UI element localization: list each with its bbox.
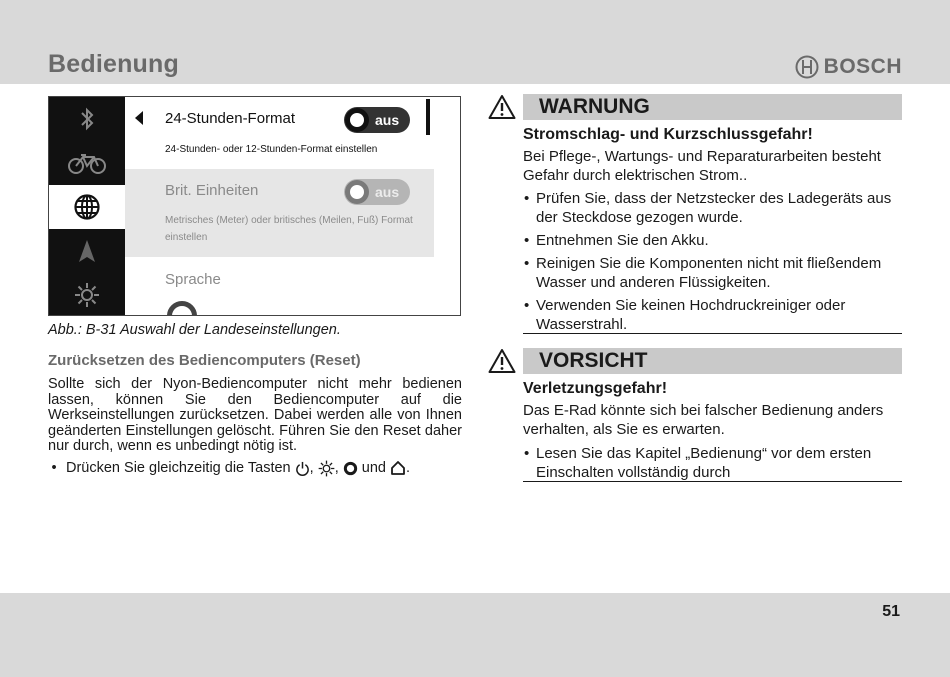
instruction-text (66, 458, 410, 478)
setting-title: Sprache (165, 271, 221, 288)
footer-band (0, 593, 950, 677)
partial-toggle[interactable] (167, 301, 197, 316)
caution-title: Verletzungsgefahr! (523, 380, 668, 397)
device-screenshot (48, 96, 461, 316)
toggle-24h[interactable] (344, 107, 410, 133)
section-heading: Zurücksetzen des Bediencomputers (Reset) (48, 352, 361, 369)
home-icon (390, 460, 406, 476)
list-item: • Reinigen Sie die Komponenten nicht mit fließendem Wasser und anderen Flüssigkeiten. (524, 255, 882, 291)
setting-description: Metrisches (Meter) oder britisches (Meilen, Fuß) Format einstellen (165, 215, 413, 243)
navigation-icon (77, 238, 97, 264)
body-paragraph: Sollte sich der Nyon-Bediencomputer nicht mehr bedienen lassen, können Sie den Bediencomputer auf die Werkseinstellungen zurücksetzen. Dabei werden alle von Ihnen geänderten Einstellungen gelöscht. Führen Sie den Reset daher nur durch, wenn es unbedingt nötig ist. (48, 376, 462, 455)
sidebar-item-bluetooth[interactable] (49, 97, 125, 141)
device-settings-list (125, 97, 460, 315)
brightness-icon (74, 282, 100, 308)
list-item: • Lesen Sie das Kapitel „Bedienung“ vor dem ersten Einschalten vollständig durch (524, 445, 872, 481)
brand (795, 54, 902, 80)
divider (523, 481, 902, 482)
list-item-text: Reinigen Sie die Komponenten nicht mit fließendem Wasser und anderen Flüssigkeiten. (536, 255, 882, 291)
globe-icon (73, 193, 101, 221)
reset-instruction (48, 458, 462, 478)
sidebar-item-navigation[interactable] (49, 229, 125, 273)
warning-block (488, 94, 902, 339)
caution-header (488, 348, 902, 374)
warning-triangle-icon (488, 94, 516, 120)
sidebar-item-language[interactable] (49, 185, 125, 229)
list-item-text: Prüfen Sie, dass der Netzstecker des Ladegeräts aus der Steckdose gezogen wurde. (536, 190, 892, 226)
list-item-text: Lesen Sie das Kapitel „Bedienung“ vor dem ersten Einschalten vollständig durch (536, 445, 872, 481)
caution-label: VORSICHT (539, 349, 648, 372)
device-sidebar (49, 97, 125, 315)
toggle-text: aus (375, 112, 400, 128)
warning-text: Bei Pflege-, Wartungs- und Reparaturarbeiten besteht Gefahr durch elektrischen Strom.. (523, 148, 881, 184)
page-title: Bedienung (48, 50, 179, 78)
brand-name: BOSCH (823, 55, 902, 78)
list-item: • Entnehmen Sie den Akku. (524, 232, 709, 249)
instruction-prefix: Drücken Sie gleichzeitig die Tasten (66, 460, 291, 476)
caution-block (488, 348, 902, 488)
ring-button-icon (343, 461, 358, 476)
divider (523, 333, 902, 334)
sidebar-item-bike[interactable] (49, 141, 125, 185)
bluetooth-icon (77, 106, 97, 132)
setting-title: 24-Stunden-Format (165, 110, 296, 127)
page-number: 51 (882, 603, 900, 620)
warning-label: WARNUNG (539, 95, 650, 118)
sidebar-item-display[interactable] (49, 273, 125, 316)
list-item-text: Verwenden Sie keinen Hochdruckreiniger oder Wasserstrahl. (536, 297, 846, 333)
caution-text: Das E-Rad könnte sich bei falscher Bedienung anders verhalten, als Sie es erwarten. (523, 402, 884, 438)
bosch-logo-icon (795, 55, 819, 79)
bike-icon (67, 152, 107, 174)
toggle-knob (345, 108, 369, 132)
terminator: . (406, 460, 411, 476)
list-item: • Verwenden Sie keinen Hochdruckreiniger oder Wasserstrahl. (524, 297, 846, 333)
toggle-knob (345, 180, 369, 204)
toggle-units[interactable] (344, 179, 410, 205)
separator: , (334, 460, 339, 476)
scrollbar[interactable] (426, 99, 430, 135)
list-item-text: Entnehmen Sie den Akku. (536, 232, 709, 249)
warning-title: Stromschlag- und Kurzschlussgefahr! (523, 126, 813, 143)
figure-caption: Abb.: B-31 Auswahl der Landeseinstellungen. (48, 322, 341, 338)
caution-list (523, 444, 902, 486)
setting-description: 24-Stunden- oder 12-Stunden-Format einstellen (165, 144, 378, 155)
warning-list (523, 189, 902, 338)
back-arrow-icon[interactable] (135, 111, 143, 125)
toggle-text: aus (375, 184, 400, 200)
separator: , (309, 460, 314, 476)
setting-title: Brit. Einheiten (165, 182, 259, 199)
bullet: • (51, 460, 57, 476)
conjunction: und (361, 460, 386, 476)
warning-triangle-icon (488, 348, 516, 374)
warning-header (488, 94, 902, 120)
power-icon (295, 461, 310, 476)
list-item: • Prüfen Sie, dass der Netzstecker des Ladegeräts aus der Steckdose gezogen wurde. (524, 190, 892, 226)
brightness-icon (318, 460, 335, 477)
